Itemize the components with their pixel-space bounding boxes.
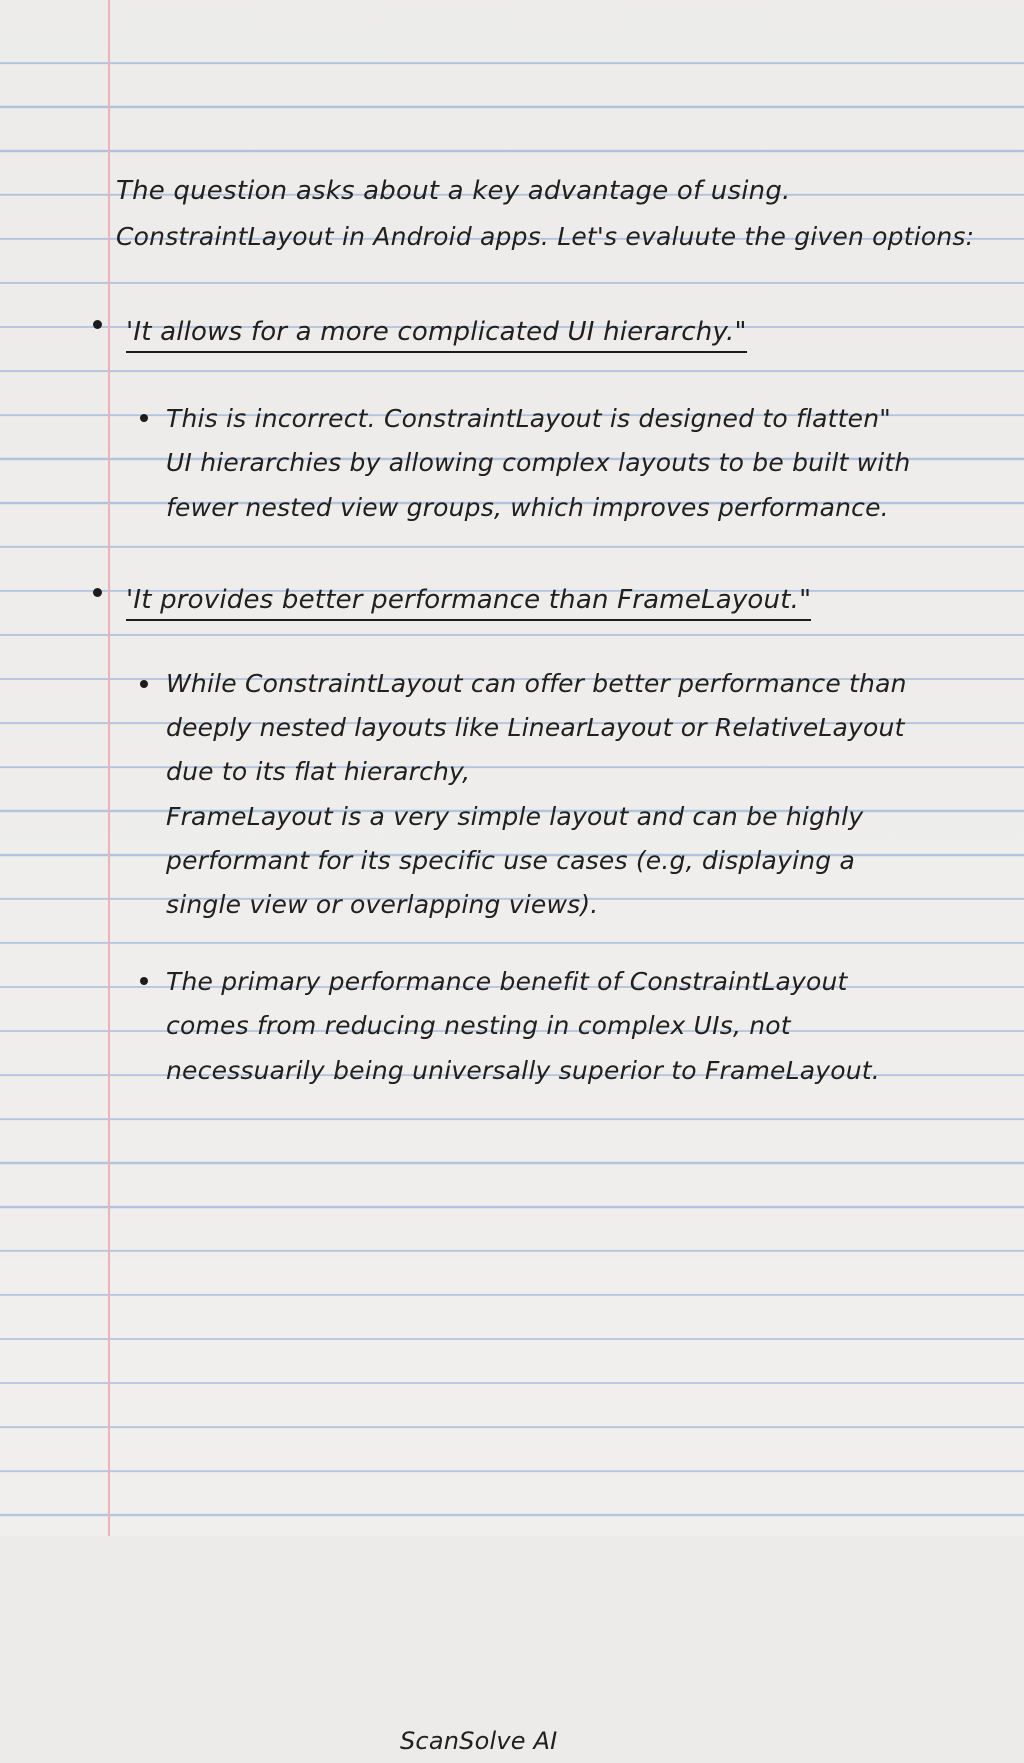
option-1-heading: 'It allows for a more complicated UI hierarchy." [126,313,747,353]
option-2-bullet [93,588,102,597]
option-2-point-1-line-4: FrameLayout is a very simple layout and can be highly [166,802,864,831]
option-2-heading: 'It provides better performance than FrameLayout." [126,581,811,621]
option-1-point-1-line-1: This is incorrect. ConstraintLayout is designed to flatten" [166,404,891,433]
intro-line-1: The question asks about a key advantage of using. [116,176,791,206]
option-2-point-1-bullet [140,680,148,688]
option-2-point-2-line-2: comes from reducing nesting in complex UIs, not [166,1011,791,1040]
option-2-point-2-line-3: necessuarily being universally superior to FrameLayout. [166,1056,880,1085]
option-2-point-1-line-1: While ConstraintLayout can offer better performance than [166,669,907,698]
option-2-point-1-line-5: performant for its specific use cases (e.g, displaying a [166,846,855,875]
option-1-point-1-line-3: fewer nested view groups, which improves performance. [166,493,889,522]
option-1-point-1-bullet [140,414,148,422]
brand-footer: ScanSolve AI [400,1727,558,1755]
intro-line-2: ConstraintLayout in Android apps. Let's evaluute the given options: [116,222,975,251]
option-1-point-1-line-2: UI hierarchies by allowing complex layouts to be built with [166,448,911,477]
option-2-point-1-line-6: single view or overlapping views). [166,890,599,919]
option-2-point-1-line-2: deeply nested layouts like LinearLayout or RelativeLayout [166,713,905,742]
option-2-point-1-line-3: due to its flat hierarchy, [166,757,471,786]
option-2-point-2-bullet [140,977,148,985]
option-2-point-2-line-1: The primary performance benefit of ConstraintLayout [166,967,848,996]
option-1-bullet [93,320,102,329]
